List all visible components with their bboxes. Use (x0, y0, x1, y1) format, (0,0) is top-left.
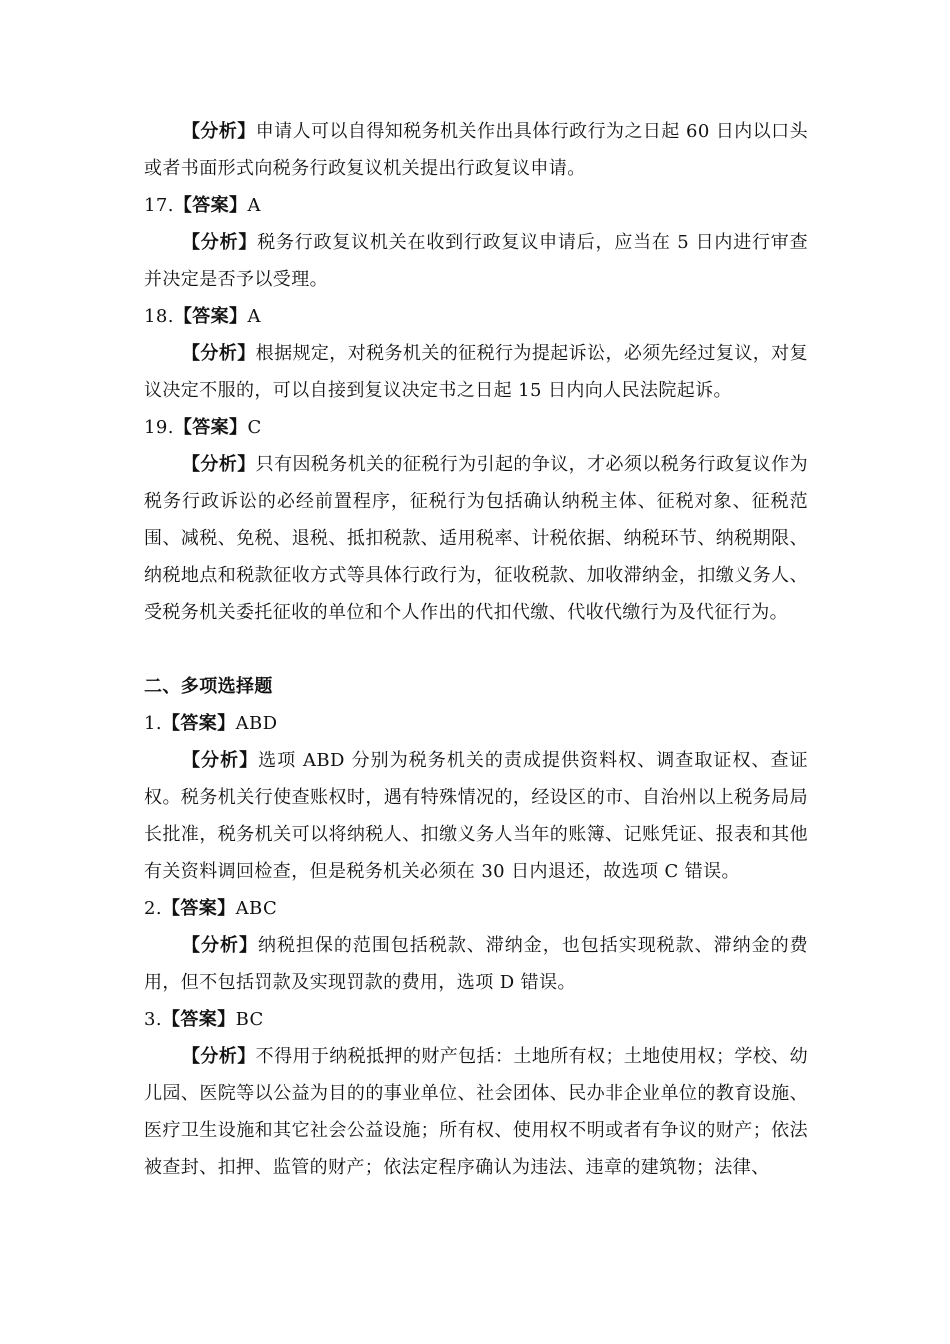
answer-label: 【答案】 (161, 1009, 236, 1030)
answer-label: 【答案】 (161, 898, 236, 919)
analysis-paragraph (144, 335, 808, 409)
analysis-label: 【分析】 (182, 454, 256, 475)
analysis-paragraph (144, 224, 808, 298)
section-heading: 二、多项选择题 (144, 676, 273, 697)
analysis-text: 只有因税务机关的征税行为引起的争议，才必须以税务行政复议作为税务行政诉讼的必经前置程序，征税行为包括确认纳税主体、征税对象、征税范围、减税、免税、退税、抵扣税款、适用税率、计税依据、纳税环节、纳税期限、纳税地点和税款征收方式等具体行政行为，征收税款、加收滞纳金，扣缴义务人、受税务机关委托征收的单位和个人作出的代扣代缴、代收代缴行为及代征行为。 (144, 454, 808, 623)
answer-value: ABD (235, 713, 278, 734)
analysis-paragraph (144, 1038, 808, 1186)
answer-label: 【答案】 (173, 417, 248, 438)
answer-line (144, 409, 808, 446)
analysis-paragraph (144, 742, 808, 890)
answer-line (144, 890, 808, 927)
analysis-text: 选项 ABD 分别为税务机关的责成提供资料权、调查取证权、查证权。税务机关行使查账权时，遇有特殊情况的，经设区的市、自治州以上税务局局长批准，税务机关可以将纳税人、扣缴义务人当年的账簿、记账凭证、报表和其他有关资料调回检查，但是税务机关必须在 30 日内退还，故选项 C 错误。 (144, 750, 808, 882)
answer-value: ABC (235, 898, 278, 919)
question-number: 18. (144, 306, 174, 327)
analysis-paragraph (144, 446, 808, 631)
answer-label: 【答案】 (173, 306, 248, 327)
answer-value: C (247, 417, 262, 438)
answer-line (144, 1001, 808, 1038)
analysis-label: 【分析】 (182, 343, 256, 364)
answer-label: 【答案】 (161, 713, 236, 734)
analysis-label: 【分析】 (182, 232, 258, 253)
question-number: 2. (144, 898, 162, 919)
answer-line (144, 705, 808, 742)
question-number: 3. (144, 1009, 162, 1030)
analysis-text: 税务行政复议机关在收到行政复议申请后，应当在 5 日内进行审查并决定是否予以受理。 (144, 232, 808, 290)
answer-line (144, 187, 808, 224)
answer-line (144, 298, 808, 335)
analysis-label: 【分析】 (182, 1046, 256, 1067)
analysis-text: 申请人可以自得知税务机关作出具体行政行为之日起 60 日内以口头或者书面形式向税务行政复议机关提出行政复议申请。 (144, 121, 808, 179)
analysis-text: 根据规定，对税务机关的征税行为提起诉讼，必须先经过复议，对复议决定不服的，可以自接到复议决定书之日起 15 日内向人民法院起诉。 (144, 343, 808, 401)
analysis-paragraph (144, 927, 808, 1001)
question-number: 1. (144, 713, 162, 734)
answer-value: BC (235, 1009, 264, 1030)
question-number: 19. (144, 417, 174, 438)
analysis-label: 【分析】 (182, 935, 258, 956)
analysis-text: 不得用于纳税抵押的财产包括：土地所有权；土地使用权；学校、幼儿园、医院等以公益为目的的事业单位、社会团体、民办非企业单位的教育设施、医疗卫生设施和其它社会公益设施；所有权、使用权不明或者有争议的财产；依法被查封、扣押、监管的财产；依法定程序确认为违法、违章的建筑物；法律、 (144, 1046, 808, 1178)
answer-label: 【答案】 (173, 195, 248, 216)
answer-value: A (247, 306, 261, 327)
analysis-label: 【分析】 (182, 750, 259, 771)
question-number: 17. (144, 195, 174, 216)
analysis-text: 纳税担保的范围包括税款、滞纳金，也包括实现税款、滞纳金的费用，但不包括罚款及实现罚款的费用，选项 D 错误。 (144, 935, 808, 993)
analysis-paragraph (144, 113, 808, 187)
answer-value: A (247, 195, 261, 216)
analysis-label: 【分析】 (182, 121, 256, 142)
document-page (144, 113, 808, 1186)
